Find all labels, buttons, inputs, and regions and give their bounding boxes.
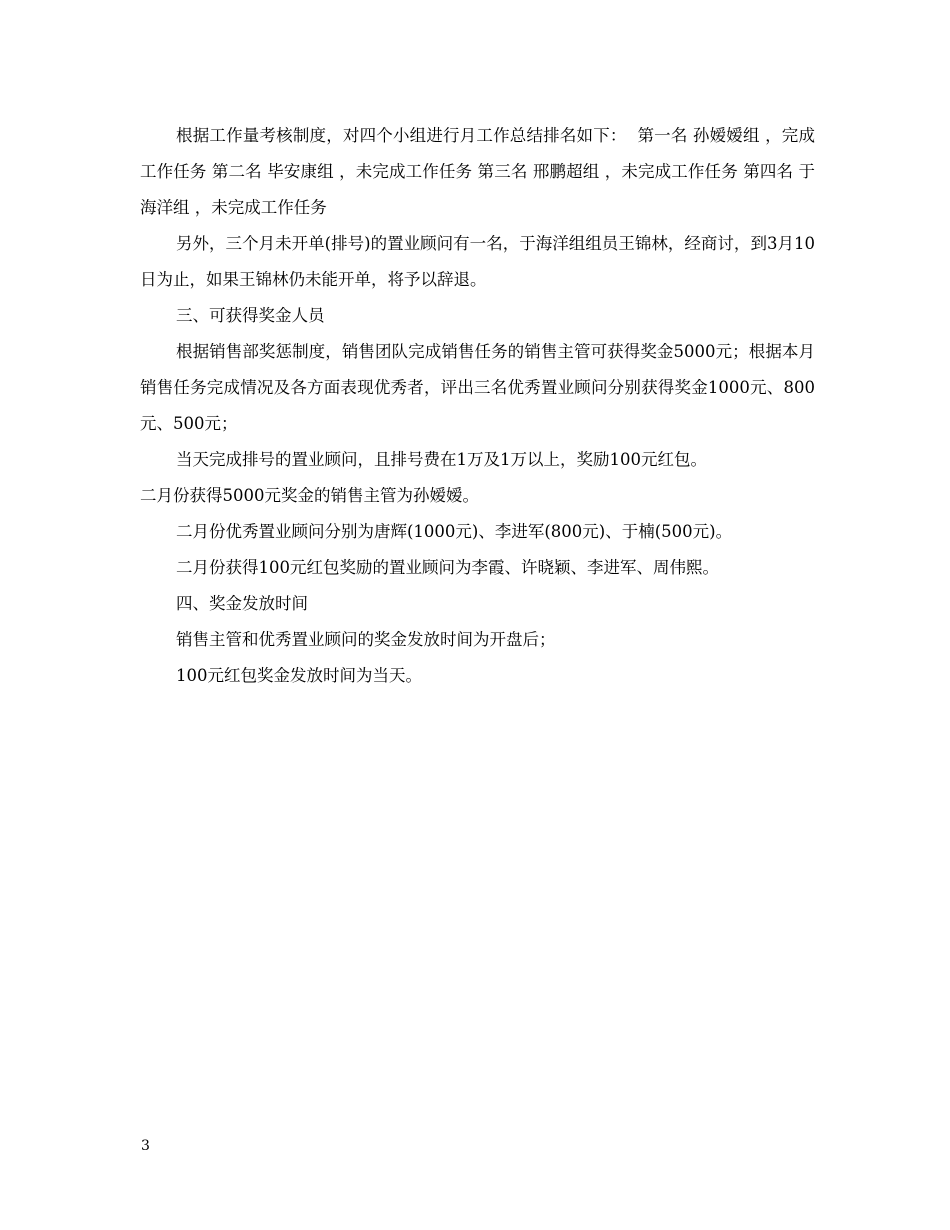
paragraph-payment-after-opening: 销售主管和优秀置业顾问的奖金发放时间为开盘后； bbox=[176, 630, 556, 649]
paragraph-excellent-consultants: 二月份优秀置业顾问分别为唐辉(1000元)、李进军(800元)、于楠(500元)。 bbox=[176, 522, 733, 541]
paragraph-group-ranking: 根据工作量考核制度，对四个小组进行月工作总结排名如下： 第一名 孙嫒嫒组 ，完成工作任务 第二名 毕安康组 ，未完成工作任务 第三名 邢鹏超组 ，未完成工作任务 第四名 于海洋组 ，未完成工作任务 bbox=[140, 126, 815, 217]
paragraph-no-sales-consultant: 另外，三个月未开单(排号)的置业顾问有一名，于海洋组组员王锦林，经商讨，到3月10日为止，如果王锦林仍未能开单，将予以辞退。 bbox=[140, 234, 815, 289]
paragraph-red-envelope-rule: 当天完成排号的置业顾问，且排号费在1万及1万以上，奖励100元红包。 bbox=[176, 450, 707, 469]
section-heading-payment-time: 四、奖金发放时间 bbox=[176, 594, 308, 613]
paragraph-bonus-rules: 根据销售部奖惩制度，销售团队完成销售任务的销售主管可获得奖金5000元；根据本月销售任务完成情况及各方面表现优秀者，评出三名优秀置业顾问分别获得奖金1000元、800元、500元； bbox=[140, 342, 815, 433]
paragraph-supervisor-bonus: 二月份获得5000元奖金的销售主管为孙嫒嫒。 bbox=[140, 486, 479, 505]
page-number: 3 bbox=[141, 1138, 150, 1154]
paragraph-red-envelope-payment: 100元红包奖金发放时间为当天。 bbox=[176, 666, 422, 685]
paragraph-red-envelope-recipients: 二月份获得100元红包奖励的置业顾问为李霞、许晓颖、李进军、周伟熙。 bbox=[176, 558, 719, 577]
section-heading-bonus-recipients: 三、可获得奖金人员 bbox=[176, 306, 325, 325]
document-body bbox=[140, 118, 815, 694]
